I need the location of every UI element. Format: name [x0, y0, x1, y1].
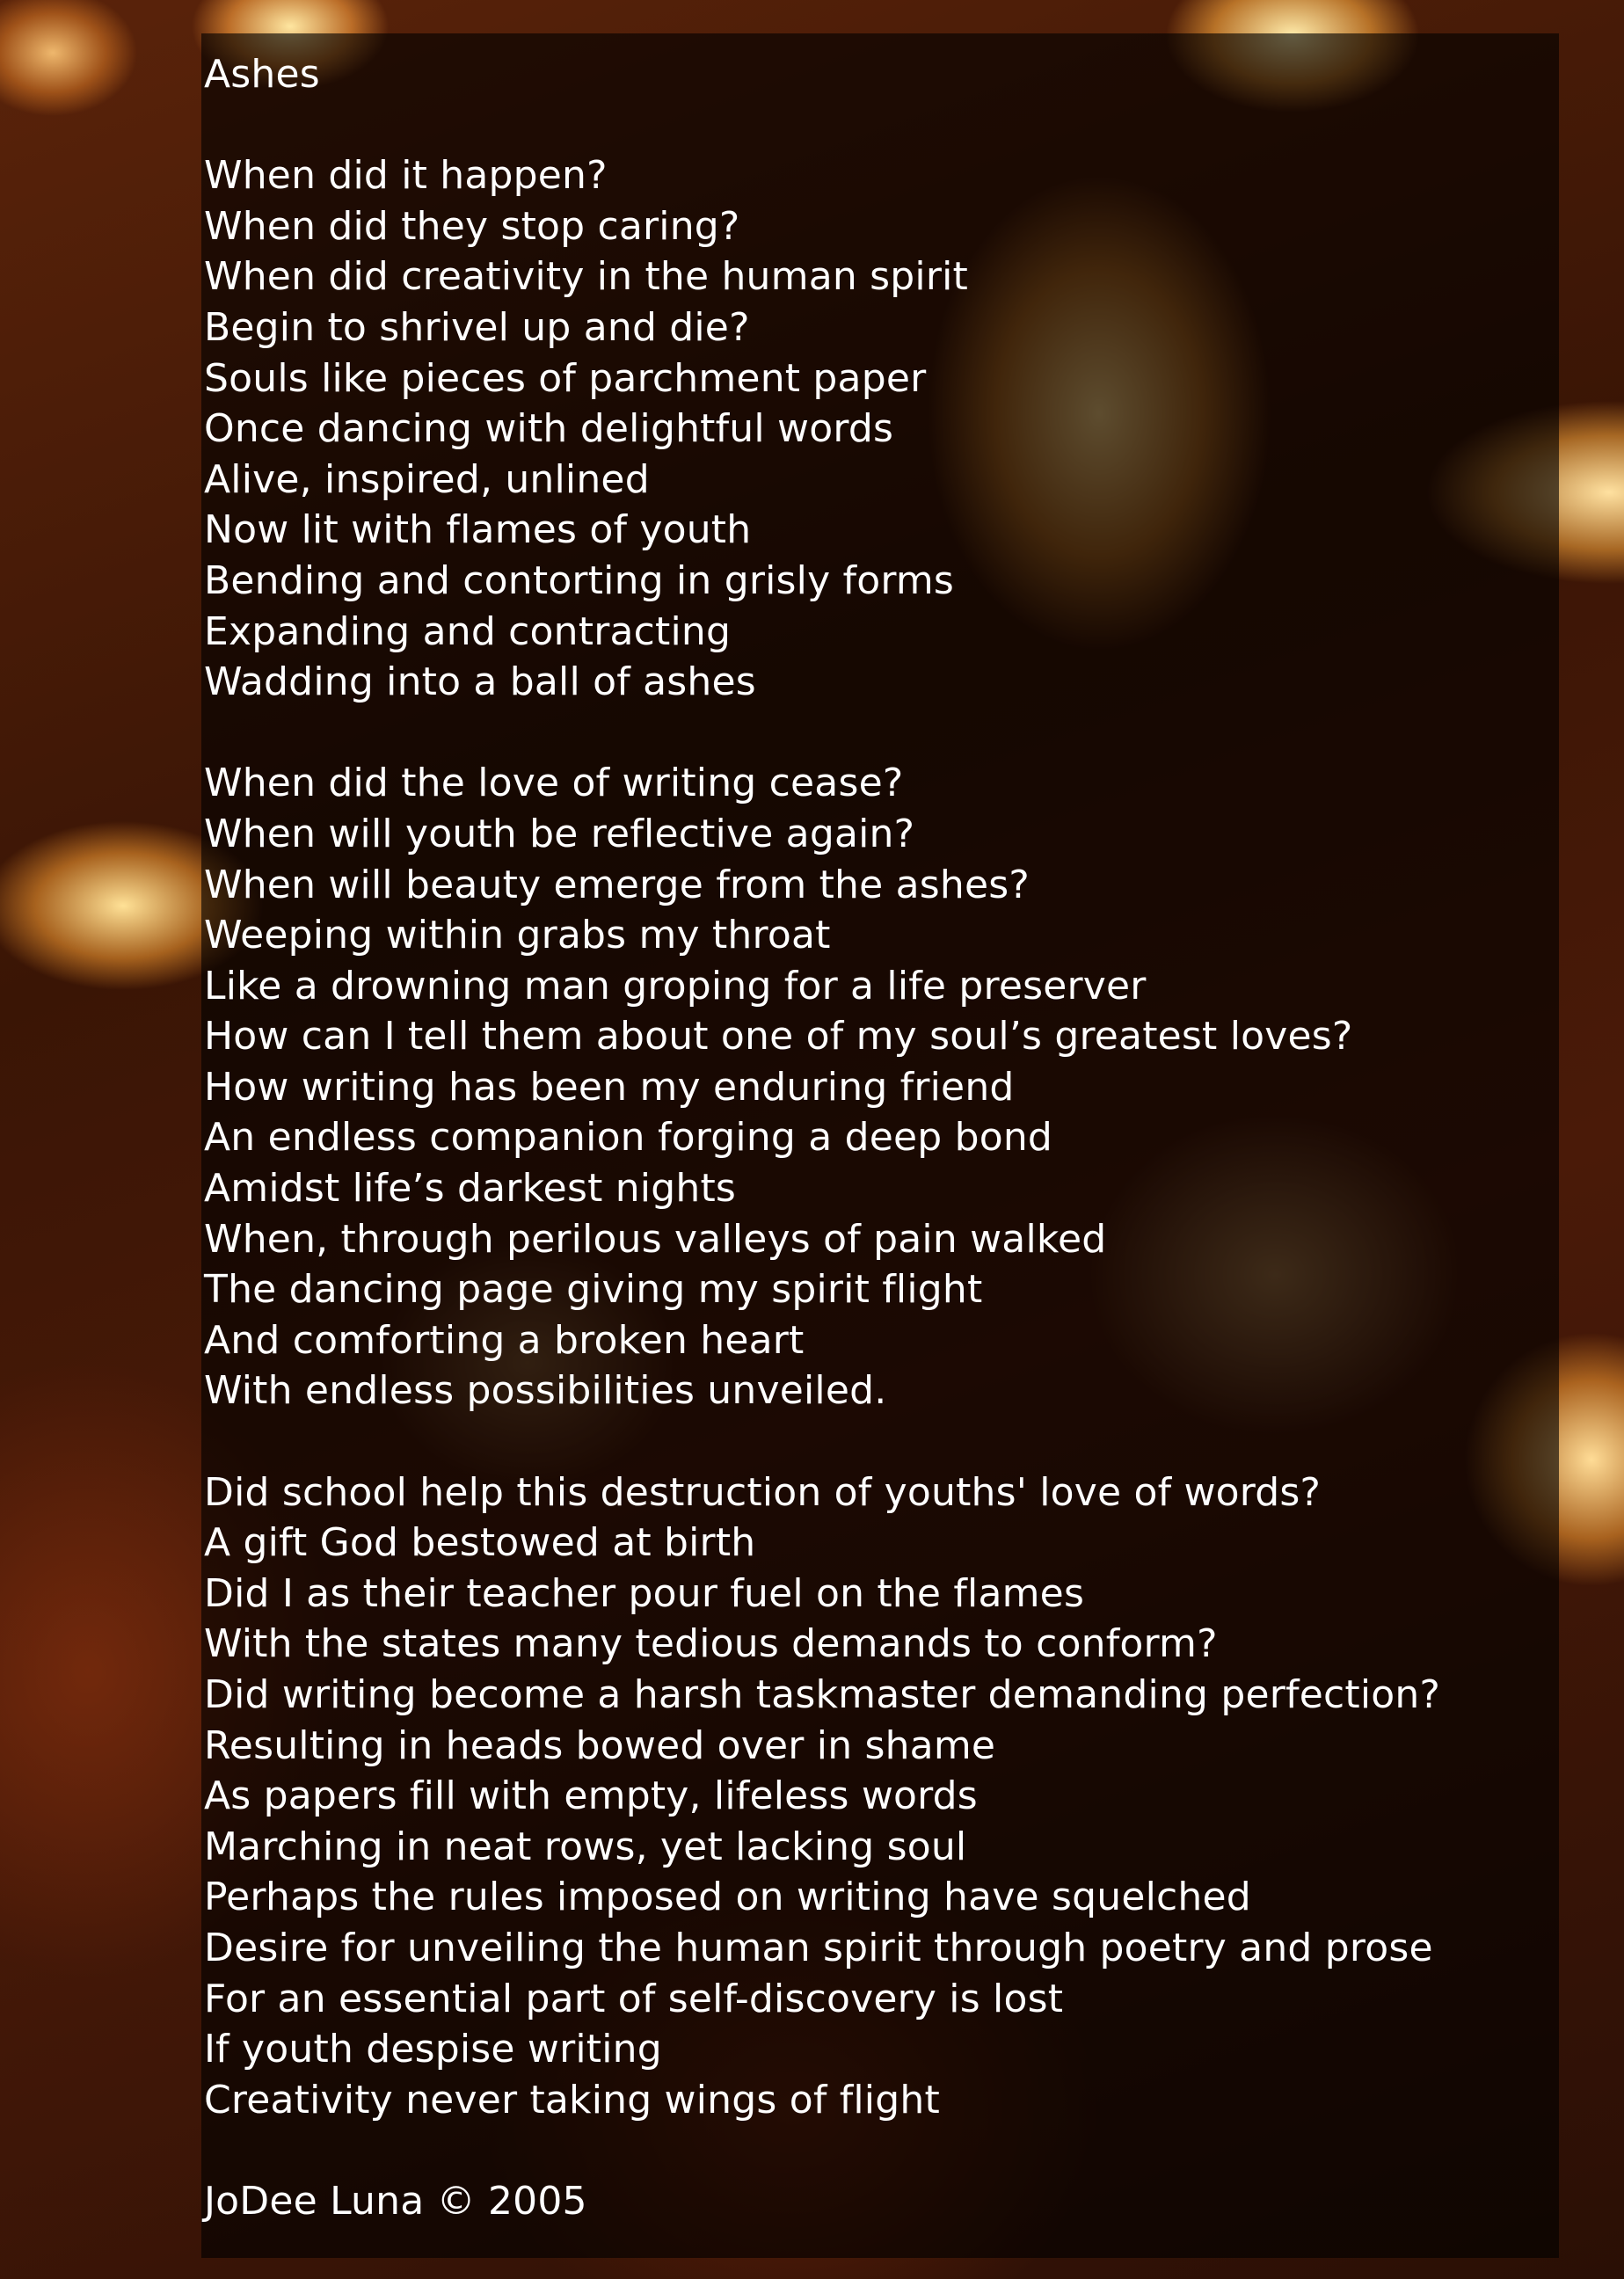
poem-line: When did creativity in the human spirit — [204, 254, 968, 300]
poem-line: When will beauty emerge from the ashes? — [204, 862, 1030, 907]
poem — [204, 49, 1540, 2227]
poem-line: How can I tell them about one of my soul’s greatest loves? — [204, 1014, 1353, 1059]
poem-line: Creativity never taking wings of flight — [204, 2077, 940, 2122]
poem-line: As papers fill with empty, lifeless words — [204, 1773, 978, 1819]
poem-line: Weeping within grabs my throat — [204, 913, 831, 958]
poem-line: Like a drowning man groping for a life preserver — [204, 963, 1147, 1008]
poem-line: Perhaps the rules imposed on writing have squelched — [204, 1875, 1251, 1920]
stanza-gap — [204, 100, 1540, 151]
stanza-gap — [204, 1416, 1540, 1467]
poem-line: A gift God bestowed at birth — [204, 1520, 756, 1566]
poem-line: When did the love of writing cease? — [204, 761, 904, 806]
poem-line: Wadding into a ball of ashes — [204, 659, 756, 705]
poem-line: Bending and contorting in grisly forms — [204, 557, 955, 603]
poem-line: Did school help this destruction of youths' love of words? — [204, 1469, 1322, 1515]
poem-line: Resulting in heads bowed over in shame — [204, 1722, 996, 1768]
poem-line: Desire for unveiling the human spirit through poetry and prose — [204, 1925, 1433, 1970]
poem-line: Amidst life’s darkest nights — [204, 1166, 737, 1212]
poem-line: Marching in neat rows, yet lacking soul — [204, 1824, 967, 1869]
poem-line: Alive, inspired, unlined — [204, 456, 650, 502]
poem-line: And comforting a broken heart — [204, 1317, 805, 1363]
poem-line: Did writing become a harsh taskmaster demanding perfection? — [204, 1672, 1441, 1717]
poem-line: When will youth be reflective again? — [204, 811, 915, 856]
poem-line: The dancing page giving my spirit flight — [204, 1267, 983, 1313]
poem-line: When did it happen? — [204, 153, 608, 199]
stanza-2 — [204, 758, 1540, 1416]
poem-line: If youth despise writing — [204, 2027, 662, 2072]
poem-line: When did they stop caring? — [204, 203, 740, 249]
poem-line: Once dancing with delightful words — [204, 406, 894, 452]
poem-line: Now lit with flames of youth — [204, 507, 752, 553]
poem-line: With the states many tedious demands to conform? — [204, 1621, 1218, 1667]
stanza-gap — [204, 2125, 1540, 2176]
stanza-gap — [204, 708, 1540, 759]
poem-line: Did I as their teacher pour fuel on the flames — [204, 1570, 1085, 1616]
poem-line: When, through perilous valleys of pain walked — [204, 1216, 1107, 1262]
poem-line: With endless possibilities unveiled. — [204, 1368, 887, 1414]
stanza-3 — [204, 1467, 1540, 2126]
poem-title: Ashes — [204, 52, 320, 97]
poem-line: How writing has been my enduring friend — [204, 1064, 1015, 1110]
poem-line: Souls like pieces of parchment paper — [204, 355, 927, 401]
author-signature: JoDee Luna © 2005 — [204, 2178, 587, 2224]
stanza-1 — [204, 150, 1540, 708]
poem-line: An endless companion forging a deep bond — [204, 1115, 1053, 1161]
poem-line: For an essential part of self-discovery is lost — [204, 1976, 1064, 2021]
poem-line: Expanding and contracting — [204, 608, 732, 654]
poem-line: Begin to shrivel up and die? — [204, 304, 750, 350]
